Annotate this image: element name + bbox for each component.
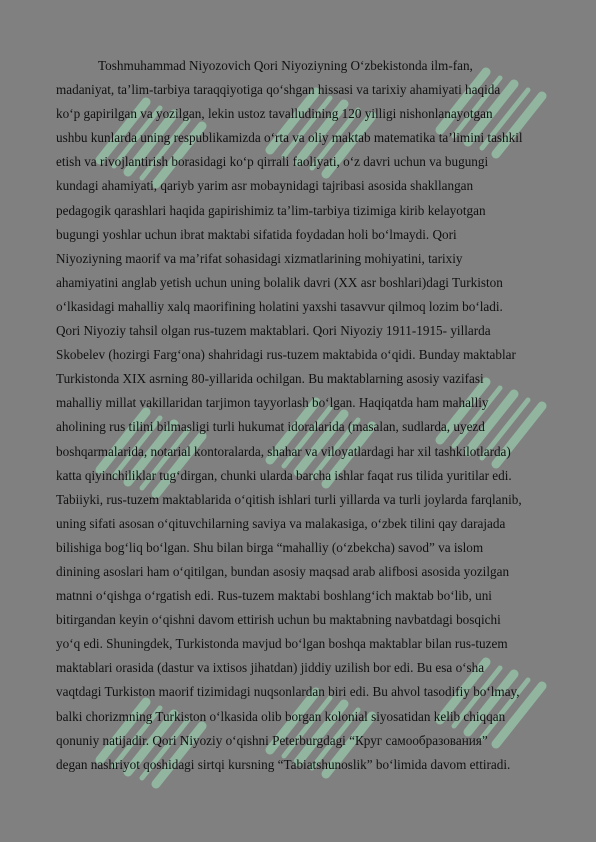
- paragraph-line: bitirgandan keyin o‘qishni davom ettirish uchun bu maktabning navbatdagi bosqichi: [56, 612, 501, 628]
- paragraph-line: ahamiyatini anglab yetish uchun uning bolalik davri (XX asr boshlari)dagi Turkiston: [56, 274, 503, 290]
- paragraph-line: Qori Niyoziy tahsil olgan rus-tuzem maktablari. Qori Niyoziy 1911-1915- yillarda: [56, 323, 491, 339]
- paragraph-line: Skobelev (hozirgi Farg‘ona) shahridagi rus-tuzem maktabida o‘qidi. Bunday maktablar: [56, 347, 516, 363]
- paragraph-line: katta qiyinchiliklar tug‘dirgan, chunki ularda barcha ishlar faqat rus tilida yuritilar edi.: [56, 467, 512, 483]
- document-body: [56, 54, 556, 777]
- paragraph-line: o‘lkasidagi mahalliy xalq maorifining holatini yaxshi tasavvur qilmoq lozim bo‘ladi.: [56, 298, 503, 314]
- paragraph-line: balki chorizmning Turkiston o‘lkasida olib borgan kolonial siyosatidan kelib chiqqan: [56, 708, 506, 724]
- paragraph-line: yo‘q edi. Shuningdek, Turkistonda mavjud bo‘lgan boshqa maktablar bilan rus-tuzem: [56, 636, 508, 652]
- paragraph-line: dinining asoslari ham o‘qitilgan, bundan asosiy maqsad arab alifbosi asosida yozilgan: [56, 563, 510, 579]
- paragraph-line: mahalliy millat vakillaridan tarjimon tayyorlash bo‘lgan. Haqiqatda ham mahalliy: [56, 395, 489, 411]
- paragraph-line: uning sifati asosan o‘qituvchilarning saviya va malakasiga, o‘zbek tilini qay darajada: [56, 515, 506, 531]
- paragraph-line: Tabiiyki, rus-tuzem maktablarida o‘qitish ishlari turli yillarda va turli joylarda farqlanib,: [56, 491, 522, 507]
- paragraph-line: boshqarmalarida, notarial kontoralarda, shahar va viloyatlardagi har xil tashkilotlarda): [56, 443, 511, 459]
- paragraph-line: Toshmuhammad Niyozovich Qori Niyoziyning O‘zbekistonda ilm-fan,: [98, 58, 473, 73]
- paragraph-line: vaqtdagi Turkiston maorif tizimidagi nuqsonlardan biri edi. Bu ahvol tasodifiy bo‘lmay,: [56, 684, 520, 700]
- paragraph-line: bilishiga bog‘liq bo‘lgan. Shu bilan birga “mahalliy (o‘zbekcha) savod” va islom: [56, 539, 484, 555]
- paragraph-line: degan nashriyot qoshidagi sirtqi kursning “Tabiatshunoslik” bo‘limida davom ettiradi.: [56, 756, 511, 772]
- paragraph-line: kundagi ahamiyati, qariyb yarim asr mobaynidagi tajribasi asosida shakllangan: [56, 178, 474, 194]
- paragraph-line: matnni o‘qishga o‘rgatish edi. Rus-tuzem maktabi boshlang‘ich maktab bo‘lib, uni: [56, 588, 492, 604]
- paragraph-line: maktablari orasida (dastur va ixtisos jihatdan) jiddiy uzilish bor edi. Bu esa o‘sha: [56, 660, 485, 676]
- paragraph-line: ushbu kunlarda uning respublikamizda o‘rta va oliy maktab matematika ta’limini tashkil: [56, 130, 523, 146]
- paragraph-line: qonuniy natijadir. Qori Niyoziy o‘qishni Peterburgdagi “Круг самообразования”: [56, 732, 488, 748]
- paragraph-line: aholining rus tilini bilmasligi turli hukumat idoralarida (masalan, sudlarda, uyezd: [56, 419, 485, 435]
- paragraph-line: Turkistonda XIX asrning 80-yillarida ochilgan. Bu maktablarning asosiy vazifasi: [56, 371, 484, 387]
- paragraph-line: bugungi yoshlar uchun ibrat maktabi sifatida foydadan holi bo‘lmaydi. Qori: [56, 226, 457, 242]
- paragraph-line: etish va rivojlantirish borasidagi ko‘p qirrali faoliyati, o‘z davri uchun va bugungi: [56, 154, 489, 170]
- paragraph-line: madaniyat, ta’lim-tarbiya taraqqiyotiga qo‘shgan hissasi va tarixiy ahamiyati haqida: [56, 82, 501, 98]
- paragraph-line: ko‘p gapirilgan va yozilgan, lekin ustoz tavalludining 120 yilligi nishonlanayotgan: [56, 106, 493, 122]
- paragraph-line: Niyoziyning maorif va ma’rifat sohasidagi xizmatlarining mohiyatini, tarixiy: [56, 250, 463, 266]
- paragraph-line: pedagogik qarashlari haqida gapirishimiz ta’lim-tarbiya tizimiga kirib kelayotgan: [56, 202, 486, 218]
